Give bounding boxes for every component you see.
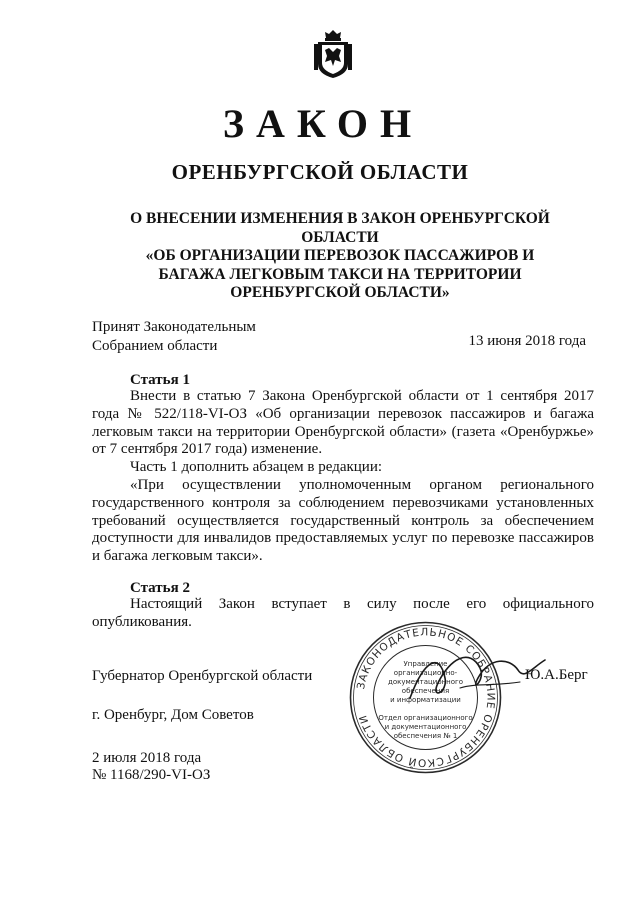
seal-inner-line: обеспечения № 1: [393, 732, 458, 740]
adoption-line: Собранием области: [92, 338, 218, 354]
paragraph: Внести в статью 7 Закона Оренбургской области от 1 сентября 2017 года № 522/118-VI-ОЗ «Об организации перевозок пассажиров и багажа легковым такси на территории Оренбургской области» (газета «Оренбуржье» от 7 сентября 2017 года) изменение.: [92, 388, 594, 458]
coat-of-arms-icon: [313, 28, 353, 80]
seal-inner-line: организационно-: [393, 669, 458, 677]
article-2-body: [92, 596, 594, 632]
law-number: № 1168/290-VI-ОЗ: [92, 767, 211, 783]
seal-inner-line: и информатизации: [390, 696, 461, 704]
seal-outer-text: ЗАКОНОДАТЕЛЬНОЕ СОБРАНИЕ ОРЕНБУРГСКОЙ ОБЛАСТИ: [355, 626, 497, 769]
region-title: ОРЕНБУРГСКОЙ ОБЛАСТИ: [171, 160, 469, 184]
seal-inner-line: и документационного: [384, 723, 467, 731]
subject-line: БАГАЖА ЛЕГКОВЫМ ТАКСИ НА ТЕРРИТОРИИ: [158, 265, 522, 283]
document-type-title: ЗАКОН: [222, 101, 424, 146]
seal-inner-line: Отдел организационного: [378, 714, 473, 722]
subject-line: О ВНЕСЕНИИ ИЗМЕНЕНИЯ В ЗАКОН ОРЕНБУРГСКОЙ ОБЛАСТИ: [130, 210, 550, 246]
paragraph: Настоящий Закон вступает в силу после его официального опубликования.: [92, 596, 594, 630]
subject-line: «ОБ ОРГАНИЗАЦИИ ПЕРЕВОЗОК ПАССАЖИРОВ И: [145, 247, 535, 264]
seal-inner-line: Управление: [403, 660, 448, 668]
article-1-heading: Статья 1: [130, 372, 190, 388]
law-subject: [90, 210, 590, 303]
signing-place: г. Оренбург, Дом Советов: [92, 707, 254, 723]
governor-title: Губернатор Оренбургской области: [92, 668, 313, 684]
governor-name: Ю.А.Берг: [525, 667, 588, 683]
paragraph: Часть 1 дополнить абзацем в редакции:: [130, 459, 383, 476]
adoption-note: [92, 318, 256, 356]
signing-info: [92, 750, 210, 784]
adoption-date: 13 июня 2018 года: [468, 333, 586, 349]
article-1-body: [92, 388, 594, 566]
subject-line: ОРЕНБУРГСКОЙ ОБЛАСТИ»: [230, 284, 450, 301]
article-2-heading: Статья 2: [130, 580, 190, 596]
adoption-line: Принят Законодательным: [92, 319, 256, 335]
seal-inner-line: обеспечения: [401, 687, 450, 695]
signing-date: 2 июля 2018 года: [92, 750, 202, 766]
paragraph: «При осуществлении уполномоченным органом регионального государственного контроля за соблюдением перевозчиками установленных требований осуществляется государственный контроль за обеспечением доступности для инвалидов предоставляемых услуг по перевозке пассажиров и багажа легковым такси».: [92, 476, 594, 565]
seal-inner-line: документационного: [387, 678, 464, 686]
